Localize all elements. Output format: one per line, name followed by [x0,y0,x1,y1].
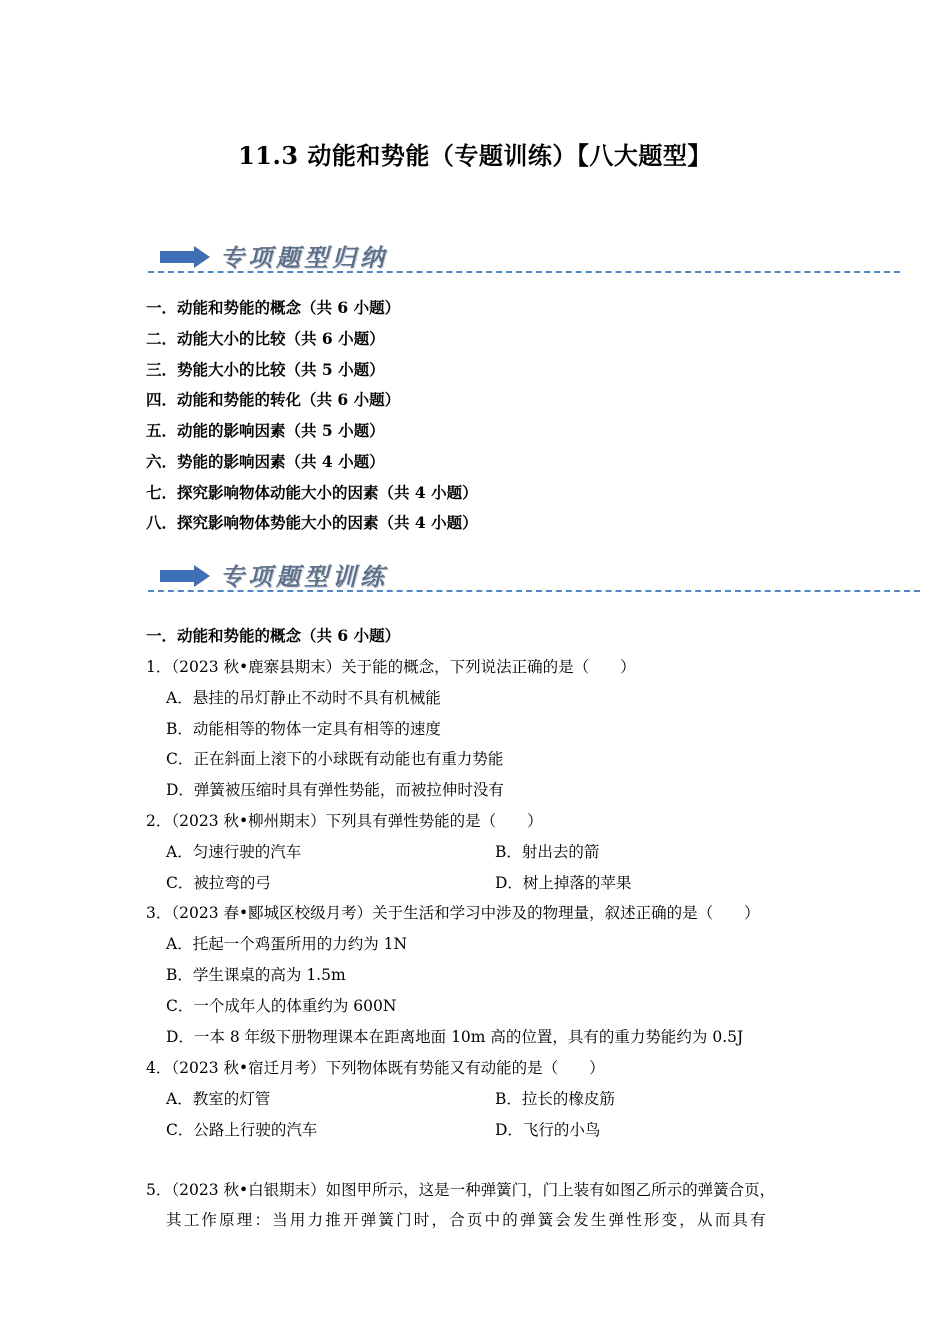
question-stem: 4．（2023 秋•宿迁月考）下列物体既有势能又有动能的是（ ） [146,1059,605,1077]
option-b: B．拉长的橡皮筋 [495,1090,615,1108]
dashed-divider [148,590,920,592]
option-d: D．树上掉落的苹果 [495,874,632,892]
question-stem: 1．（2023 秋•鹿寨县期末）关于能的概念，下列说法正确的是（ ） [146,658,636,676]
section-banner-practice [148,557,920,597]
question-stem: 3．（2023 春•郾城区校级月考）关于生活和学习中涉及的物理量，叙述正确的是（ ） [146,904,760,922]
option-d: D．飞行的小鸟 [495,1121,601,1139]
option-c: C．被拉弯的弓 [166,874,271,892]
section-banner-summary [148,238,900,278]
option-a: A．托起一个鸡蛋所用的力约为 1N [166,935,408,953]
option-d: D．弹簧被压缩时具有弹性势能，而被拉伸时没有 [166,781,504,799]
toc-item: 八．探究影响物体势能大小的因素（共 4 小题） [146,513,478,532]
toc-item: 一．动能和势能的概念（共 6 小题） [146,298,401,317]
option-a: A．悬挂的吊灯静止不动时不具有机械能 [166,689,441,707]
toc-item: 七．探究影响物体动能大小的因素（共 4 小题） [146,483,478,502]
option-a: A．匀速行驶的汽车 [166,843,302,861]
arrow-icon [160,246,210,268]
toc-item: 五．动能的影响因素（共 5 小题） [146,421,385,440]
toc-item: 四．动能和势能的转化（共 6 小题） [146,390,401,409]
dashed-divider [148,271,900,273]
option-b: B．射出去的箭 [495,843,600,861]
option-a: A．教室的灯管 [166,1090,271,1108]
option-c: C．公路上行驶的汽车 [166,1121,318,1139]
option-b: B．动能相等的物体一定具有相等的速度 [166,720,441,738]
document-title: 11.3 动能和势能（专题训练）【八大题型】 [238,141,712,170]
toc-item: 六．势能的影响因素（共 4 小题） [146,452,385,471]
question-stem: 5．（2023 秋•白银期末）如图甲所示，这是一种弹簧门，门上装有如图乙所示的弹簧合页， [146,1181,776,1199]
toc-item: 三．势能大小的比较（共 5 小题） [146,360,385,379]
question-stem: 2．（2023 秋•柳州期末）下列具有弹性势能的是（ ） [146,812,543,830]
toc-item: 二．动能大小的比较（共 6 小题） [146,329,385,348]
option-b: B．学生课桌的高为 1.5m [166,966,346,984]
arrow-icon [160,565,210,587]
banner-label: 专项题型归纳 [220,243,388,272]
option-d: D．一本 8 年级下册物理课本在距离地面 10m 高的位置，具有的重力势能约为 0.5J [166,1028,744,1046]
banner-label: 专项题型训练 [220,562,388,591]
option-c: C．正在斜面上滚下的小球既有动能也有重力势能 [166,750,504,768]
option-c: C．一个成年人的体重约为 600N [166,997,397,1015]
section-heading: 一．动能和势能的概念（共 6 小题） [146,626,401,645]
question-stem-continued: 其工作原理：当用力推开弹簧门时，合页中的弹簧会发生弹性形变，从而具有 [166,1211,768,1229]
